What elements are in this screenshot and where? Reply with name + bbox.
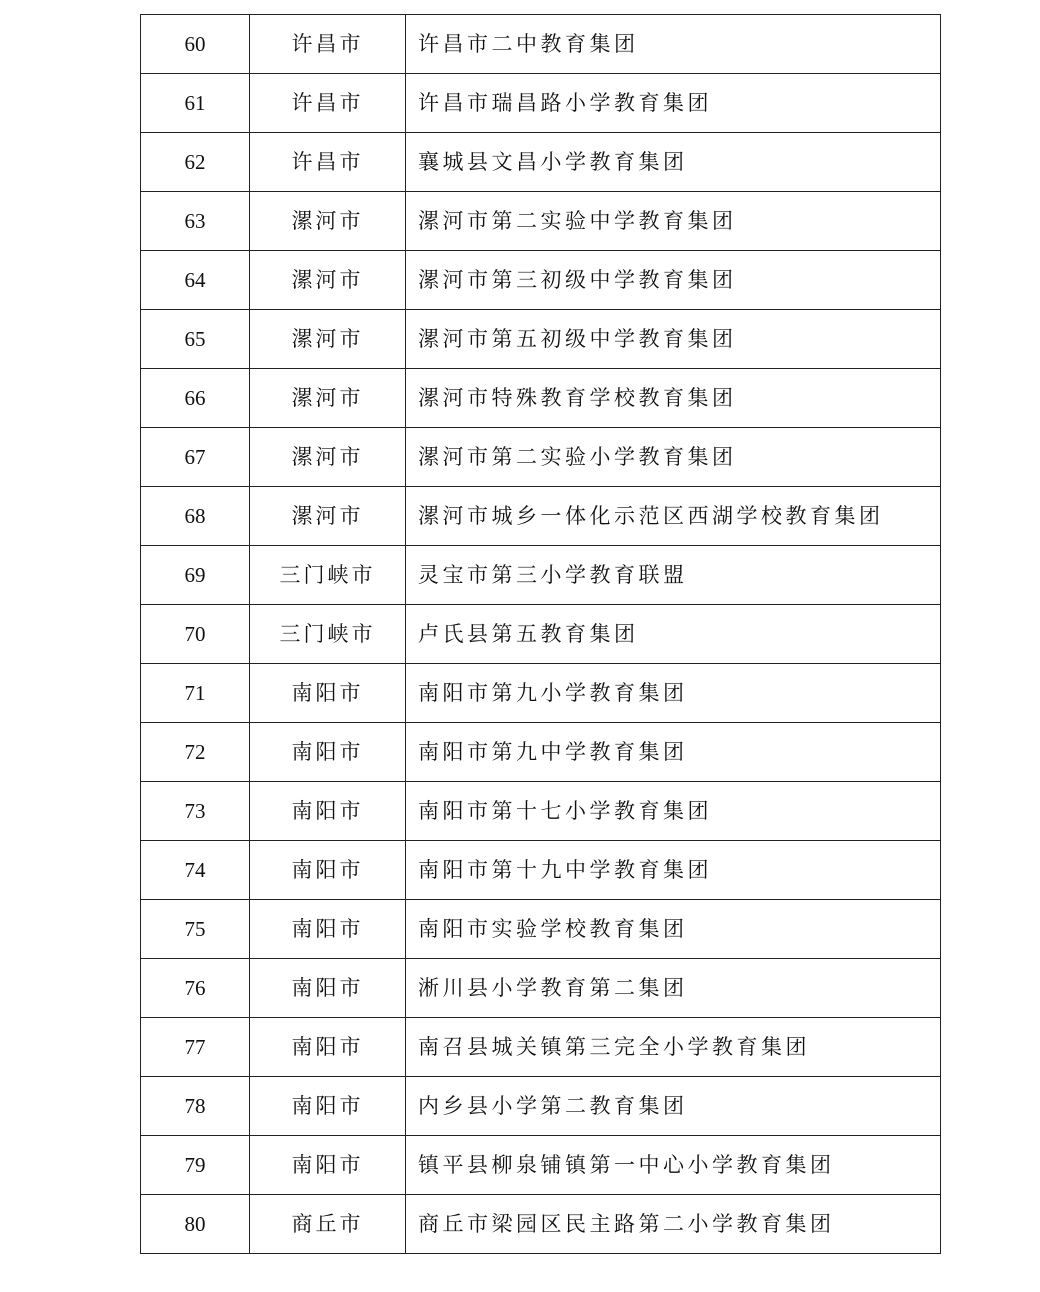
table-row bbox=[141, 487, 941, 546]
table-row bbox=[141, 959, 941, 1018]
row-number-cell: 73 bbox=[141, 782, 250, 841]
city-cell: 漯河市 bbox=[250, 369, 406, 428]
group-name-cell: 漯河市第五初级中学教育集团 bbox=[406, 310, 941, 369]
city-cell: 许昌市 bbox=[250, 74, 406, 133]
group-name-cell: 漯河市特殊教育学校教育集团 bbox=[406, 369, 941, 428]
group-name-cell: 许昌市二中教育集团 bbox=[406, 15, 941, 74]
city-cell: 漯河市 bbox=[250, 487, 406, 546]
city-cell: 南阳市 bbox=[250, 1018, 406, 1077]
group-name-cell: 襄城县文昌小学教育集团 bbox=[406, 133, 941, 192]
group-name-cell: 商丘市梁园区民主路第二小学教育集团 bbox=[406, 1195, 941, 1254]
city-cell: 南阳市 bbox=[250, 664, 406, 723]
table-row bbox=[141, 841, 941, 900]
city-cell: 漯河市 bbox=[250, 428, 406, 487]
city-cell: 三门峡市 bbox=[250, 546, 406, 605]
row-number-cell: 67 bbox=[141, 428, 250, 487]
table-row bbox=[141, 605, 941, 664]
city-cell: 南阳市 bbox=[250, 782, 406, 841]
table-row bbox=[141, 546, 941, 605]
row-number-cell: 80 bbox=[141, 1195, 250, 1254]
table-row bbox=[141, 723, 941, 782]
row-number-cell: 70 bbox=[141, 605, 250, 664]
table-row bbox=[141, 369, 941, 428]
table-body bbox=[141, 15, 941, 1254]
row-number-cell: 61 bbox=[141, 74, 250, 133]
group-name-cell: 漯河市城乡一体化示范区西湖学校教育集团 bbox=[406, 487, 941, 546]
city-cell: 南阳市 bbox=[250, 1077, 406, 1136]
row-number-cell: 77 bbox=[141, 1018, 250, 1077]
row-number-cell: 76 bbox=[141, 959, 250, 1018]
table-row bbox=[141, 1077, 941, 1136]
table-row bbox=[141, 192, 941, 251]
table-row bbox=[141, 900, 941, 959]
group-name-cell: 淅川县小学教育第二集团 bbox=[406, 959, 941, 1018]
table-row bbox=[141, 15, 941, 74]
city-cell: 南阳市 bbox=[250, 1136, 406, 1195]
row-number-cell: 72 bbox=[141, 723, 250, 782]
city-cell: 商丘市 bbox=[250, 1195, 406, 1254]
city-cell: 许昌市 bbox=[250, 15, 406, 74]
group-name-cell: 南阳市第九中学教育集团 bbox=[406, 723, 941, 782]
table-row bbox=[141, 782, 941, 841]
row-number-cell: 62 bbox=[141, 133, 250, 192]
city-cell: 三门峡市 bbox=[250, 605, 406, 664]
group-name-cell: 南阳市第十九中学教育集团 bbox=[406, 841, 941, 900]
city-cell: 南阳市 bbox=[250, 900, 406, 959]
group-name-cell: 南阳市第十七小学教育集团 bbox=[406, 782, 941, 841]
table-row bbox=[141, 310, 941, 369]
city-cell: 许昌市 bbox=[250, 133, 406, 192]
table-row bbox=[141, 74, 941, 133]
row-number-cell: 68 bbox=[141, 487, 250, 546]
city-cell: 漯河市 bbox=[250, 310, 406, 369]
row-number-cell: 79 bbox=[141, 1136, 250, 1195]
group-name-cell: 灵宝市第三小学教育联盟 bbox=[406, 546, 941, 605]
city-cell: 漯河市 bbox=[250, 192, 406, 251]
table-row bbox=[141, 1195, 941, 1254]
table-row bbox=[141, 664, 941, 723]
row-number-cell: 66 bbox=[141, 369, 250, 428]
table-row bbox=[141, 251, 941, 310]
group-name-cell: 漯河市第三初级中学教育集团 bbox=[406, 251, 941, 310]
city-cell: 南阳市 bbox=[250, 723, 406, 782]
table-row bbox=[141, 428, 941, 487]
group-name-cell: 镇平县柳泉铺镇第一中心小学教育集团 bbox=[406, 1136, 941, 1195]
row-number-cell: 69 bbox=[141, 546, 250, 605]
table-row bbox=[141, 133, 941, 192]
group-name-cell: 许昌市瑞昌路小学教育集团 bbox=[406, 74, 941, 133]
group-name-cell: 漯河市第二实验中学教育集团 bbox=[406, 192, 941, 251]
education-group-table bbox=[140, 14, 941, 1254]
group-name-cell: 内乡县小学第二教育集团 bbox=[406, 1077, 941, 1136]
row-number-cell: 64 bbox=[141, 251, 250, 310]
group-name-cell: 南阳市第九小学教育集团 bbox=[406, 664, 941, 723]
group-name-cell: 漯河市第二实验小学教育集团 bbox=[406, 428, 941, 487]
group-name-cell: 南阳市实验学校教育集团 bbox=[406, 900, 941, 959]
group-name-cell: 卢氏县第五教育集团 bbox=[406, 605, 941, 664]
row-number-cell: 75 bbox=[141, 900, 250, 959]
city-cell: 南阳市 bbox=[250, 841, 406, 900]
group-name-cell: 南召县城关镇第三完全小学教育集团 bbox=[406, 1018, 941, 1077]
row-number-cell: 60 bbox=[141, 15, 250, 74]
row-number-cell: 78 bbox=[141, 1077, 250, 1136]
city-cell: 南阳市 bbox=[250, 959, 406, 1018]
row-number-cell: 65 bbox=[141, 310, 250, 369]
table-row bbox=[141, 1018, 941, 1077]
row-number-cell: 74 bbox=[141, 841, 250, 900]
city-cell: 漯河市 bbox=[250, 251, 406, 310]
row-number-cell: 71 bbox=[141, 664, 250, 723]
table-row bbox=[141, 1136, 941, 1195]
row-number-cell: 63 bbox=[141, 192, 250, 251]
